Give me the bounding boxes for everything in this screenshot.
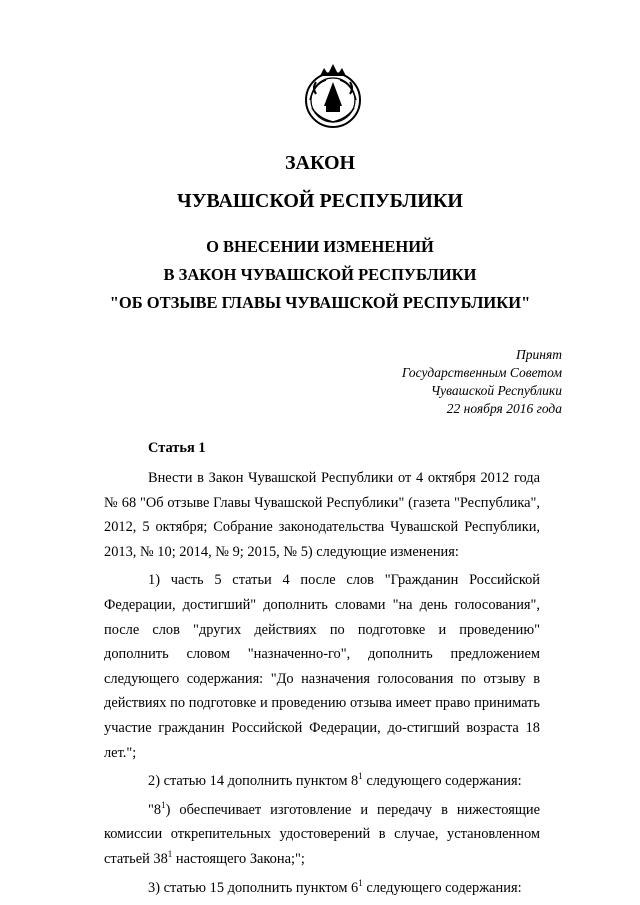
adoption-line-1: Принят (516, 347, 562, 362)
amendment-item-2 (104, 769, 540, 794)
item-3-text-end: следующего содержания: (362, 879, 522, 896)
title-line-2: ЧУВАШСКОЙ РЕСПУБЛИКИ (177, 190, 463, 212)
article-intro: Внести в Закон Чувашской Республики от 4 октября 2012 года № 68 "Об отзыве Главы Чувашской Республики" (газета "Республика", 2012, 5 октября; Собрание законодательства Чувашской Республики, 2013, № 10; 2014, № 9; 2015, № 5) следующие изменения: (104, 470, 540, 560)
article-heading: Статья 1 (148, 440, 206, 456)
item-2-superscript: 1 (358, 771, 363, 782)
subtitle-line-1: О ВНЕСЕНИИ ИЗМЕНЕНИЙ (206, 237, 434, 256)
adoption-line-3: Чувашской Республики (430, 383, 562, 398)
adoption-date: 22 ноября 2016 года (446, 401, 562, 416)
subtitle-line-3: "ОБ ОТЗЫВЕ ГЛАВЫ ЧУВАШСКОЙ РЕСПУБЛИКИ" (109, 293, 531, 312)
law-title (0, 150, 640, 176)
subtitle-line-2: В ЗАКОН ЧУВАШСКОЙ РЕСПУБЛИКИ (163, 265, 477, 284)
amendment-item-1: 1) часть 5 статьи 4 после слов "Гражданин Российской Федерации, достигший" дополнить словами "на день голосования", после слов "других действиях по подготовке и проведению" дополнить словом "назначенно-го", дополнить предложением следующего содержания: "До назначения голосования по отзыву в действиях по подготовке и проведению отзыва имеет право принимать участие гражданин Российской Федерации, до-стигший возраста 18 лет."; (104, 572, 540, 761)
amendment-quote (104, 798, 540, 872)
adoption-note (342, 346, 562, 418)
amendment-item-3 (104, 876, 540, 901)
article-body (104, 466, 540, 900)
item-3-superscript: 1 (358, 877, 363, 888)
quote-superscript: 1 (161, 799, 166, 810)
quote-text-start: "8 (148, 801, 162, 818)
title-line-1: ЗАКОН (284, 152, 356, 174)
item-2-text: 2) статью 14 дополнить пунктом 8 (148, 773, 359, 790)
item-3-text: 3) статью 15 дополнить пунктом 6 (148, 879, 359, 896)
coat-of-arms-emblem (302, 58, 364, 132)
quote-text-middle: ) обеспечивает изготовление и передачу в нижестоящие комиссии открепительных удостоверений в случае, установленном статьей 38 (104, 801, 540, 867)
item-2-text-end: следующего содержания: (362, 773, 522, 790)
law-title-region (0, 188, 640, 214)
quote-superscript-2: 1 (167, 849, 173, 860)
quote-text-end: настоящего Закона;"; (172, 850, 305, 867)
adoption-line-2: Государственным Советом (401, 365, 562, 380)
law-subtitle (0, 233, 640, 317)
